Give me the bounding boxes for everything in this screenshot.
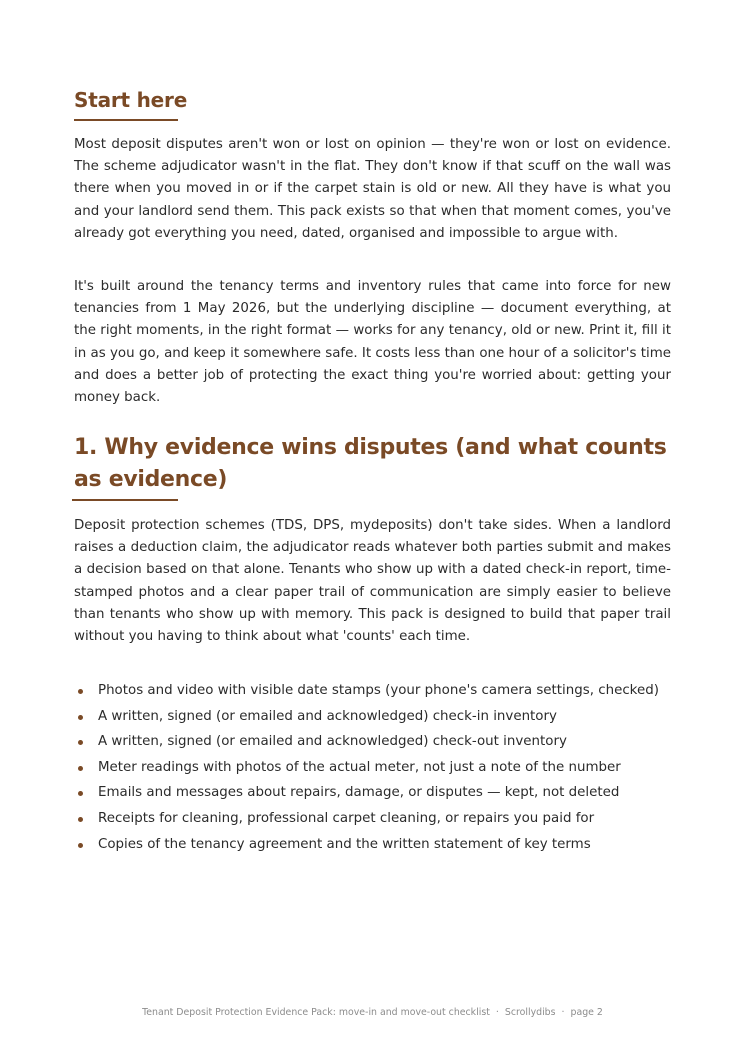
intro-paragraph-1: Most deposit disputes aren't won or lost on opinion — they're won or lost on evidence. The scheme adjudicator wasn't in the flat. They don't know if that scuff on the wall was there when you moved in or if the carpet stain is old or new. All they have is what you and your landlord send them. This pack exists so that when that moment comes, you've already got everything you need, dated, organised and impossible to argue with. [74,137,671,241]
list-item [74,782,671,804]
list-item-text: Emails and messages about repairs, damage, or disputes — kept, not deleted [98,785,620,801]
section-heading-underline [72,499,178,501]
start-here-heading: Start here [74,88,188,112]
list-item-text: A written, signed (or emailed and acknowledged) check-in inventory [98,708,557,724]
heading-underline [74,119,178,121]
list-item [74,680,671,702]
section-1-paragraph: Deposit protection schemes (TDS, DPS, mydeposits) don't take sides. When a landlord raises a deduction claim, the adjudicator reads whatever both parties submit and makes a decision based on that alone. Tenants who show up with a dated check-in report, time-stamped photos and a clear paper trail of communication are simply easier to believe than tenants who show up with memory. This pack is designed to build that paper trail without you having to think about what 'counts' each time. [74,518,671,645]
list-item-text: Receipts for cleaning, professional carpet cleaning, or repairs you paid for [98,810,595,826]
footer-separator: · [561,1007,565,1018]
bullet-dot-icon [78,740,83,745]
bullet-dot-icon [78,766,83,771]
evidence-list [74,680,671,859]
page-footer [0,1007,745,1018]
bullet-dot-icon [78,715,83,720]
bullet-dot-icon [78,817,83,822]
list-item-text: Meter readings with photos of the actual meter, not just a note of the number [98,759,621,775]
bullet-dot-icon [78,843,83,848]
bullet-dot-icon [78,791,83,796]
section-1-heading: 1. Why evidence wins disputes (and what counts as evidence) [74,435,667,492]
list-item [74,706,671,728]
footer-page-number: page 2 [570,1007,603,1018]
list-item-text: Photos and video with visible date stamps (your phone's camera settings, checked) [98,683,659,698]
footer-document-title: Tenant Deposit Protection Evidence Pack: move-in and move-out checklist [142,1007,490,1018]
list-item [74,757,671,779]
list-item [74,731,671,753]
list-item-text: A written, signed (or emailed and acknowledged) check-out inventory [98,734,567,750]
list-item [74,808,671,830]
list-item [74,834,671,856]
bullet-dot-icon [78,689,83,694]
footer-brand: Scrollydibs [504,1007,556,1018]
footer-separator: · [495,1007,499,1018]
list-item-text: Copies of the tenancy agreement and the written statement of key terms [98,836,591,852]
intro-paragraph-2: It's built around the tenancy terms and inventory rules that came into force for new tenancies from 1 May 2026, but the underlying discipline — document everything, at the right moments, in the right format — works for any tenancy, old or new. Print it, fill it in as you go, and keep it somewhere safe. It costs less than one hour of a solicitor's time and does a better job of protecting the exact thing you're worried about: getting your money back. [74,279,671,406]
